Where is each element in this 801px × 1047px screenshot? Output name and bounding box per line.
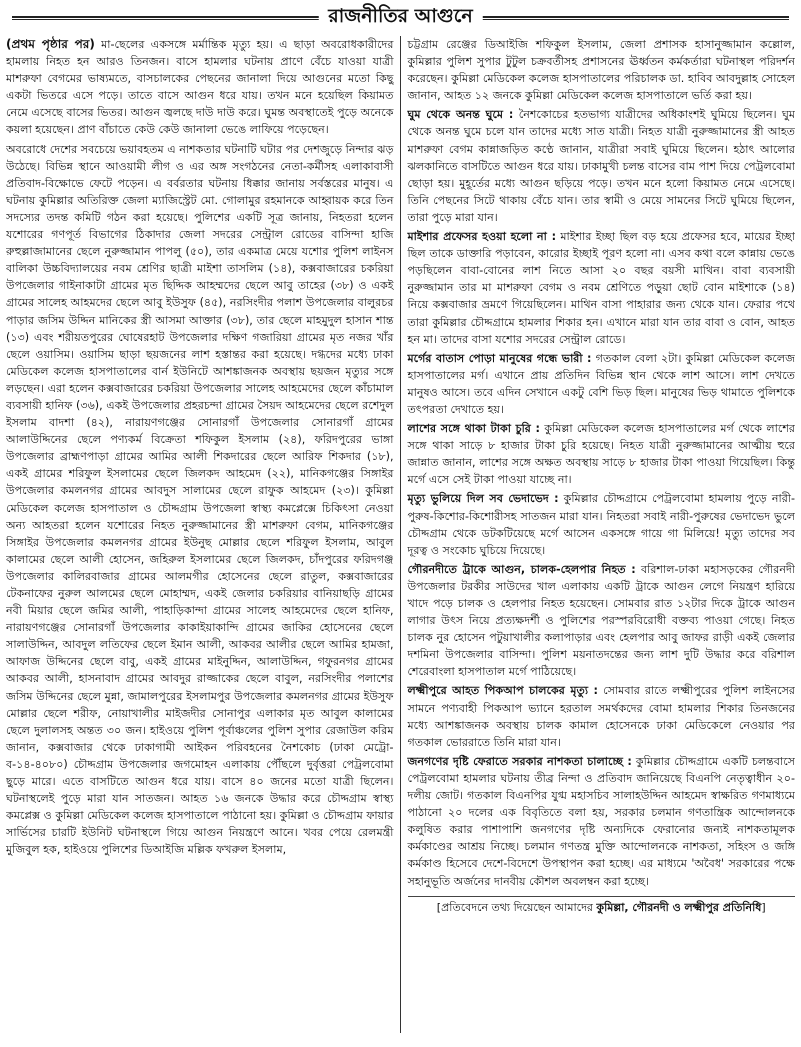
section-5 [408, 561, 796, 681]
section-1 [408, 228, 796, 348]
page-title: রাজনীতির আগুনে [318, 2, 482, 30]
left-column [6, 36, 401, 1033]
section-4-body: কুমিল্লার চৌদ্দগ্রামে পেট্রলবোমা হামলায় পুড়ে নারী-পুরুষ-কিশোর-কিশোরীসহ সাতজন মারা যান। নিহতরা সবাই নারী-পুরুষের ভেদাভেদ ভুলে চৌদ্দগ্রাম থেকে ডটকটিয়েছে মর্গে আসেন একসঙ্গে গায়ে গা মিলিয়ে! মৃত্যু তাদের সব দূরত্ব ও সংকোচ ঘুচিয়ে দিয়েছে। [407, 492, 795, 557]
section-0-head: ঘুম থেকে অনন্ত ঘুমে : [407, 108, 514, 122]
credit-prefix: [প্রতিবেদনে তথ্য দিয়েছেন আমাদের [436, 900, 597, 914]
section-1-head: মাইশার প্রফেসর হওয়া হলো না : [407, 230, 557, 244]
section-3 [408, 420, 796, 488]
section-3-body: কুমিল্লা মেডিকেল কলেজ হাসপাতালের মর্গ থেকে লাশের সঙ্গে থাকা সাড়ে ৮ হাজার টাকা চুরি হয়েছে। নিহত যাত্রী নুরুজ্জামানের আত্মীয় হুরে জান্নাত জানান, লাশের সঙ্গে অক্ষত অবস্থায় সাড়ে ৮ হাজার টাকা পাওয়া গিয়েছিল। কিন্তু মর্গে এসে সেই টাকা পাওয়া যাচ্ছে না। [407, 422, 795, 487]
left-para-0-text: মা-ছেলের একসঙ্গে মর্মান্তিক মৃত্যু হয়। এ ছাড়া অবরোধকারীদের হামলায় নিহত হন আরও তিনজন। বাসে হামলার ঘটনায় প্রাণে বেঁচে যাওয়া যাত্রী মাশরুফা বেগমের ভাষ্যমতে, বাসচালকের পেছনের জানালা দিয়ে আগুনের মতো কিছু একটা ভিতরে এসে পড়ে। তাতে বাসে আগুন ধরে যায়। তখন মনে হয়েছিল কিয়ামত নেমে এসেছে বাসের ভিতর। আগুন জ্বলছে দাউ দাউ করে। ঘুমন্ত অবস্থাতেই পুড়ে অনেকে কয়লা হয়েছেন। প্রাণ বাঁচাতে কেউ কেউ জানালা ভেঙে লাফিয়ে পড়েছেন। [6, 38, 394, 137]
section-6-body: সোমবার রাতে লক্ষ্মীপুরের পুলিশ লাইনসের সামনে পণ্যবাহী পিকআপ ভ্যানে হরতাল সমর্থকদের বোমা হামলার শিকার তিনজনের মধ্যে আশঙ্কাজনক অবস্থায় চালক কামাল হোসেনকে ঢাকা মেডিকেলে নেওয়ার পর গতকাল ভোররাতে তিনি মারা যান। [407, 684, 795, 749]
section-7-head: জনগণের দৃষ্টি ফেরাতে সরকার নাশকতা চালাচ্ছে : [407, 754, 632, 768]
section-2 [408, 350, 796, 418]
section-0 [408, 106, 796, 226]
section-5-head: গৌরনদীতে ট্রাকে আগুন, চালক-হেলপার নিহত : [407, 562, 636, 576]
section-4 [408, 490, 796, 558]
section-6 [408, 682, 796, 750]
right-column [401, 36, 796, 1033]
section-2-body: গতকাল বেলা ২টা। কুমিল্লা মেডিকেল কলেজ হাসপাতালের মর্গ। এখানে প্রায় প্রতিদিন বিভিন্ন স্থান থেকে লাশ আসে। লাশ দেখতে মানুষও আসে। তবে এদিন সেখানে একটু বেশি ভিড় ছিল। মানুষের ভিড় থামাতে পুলিশকে তৎপরতা দেখাতে হয়। [407, 351, 795, 416]
section-7-body: কুমিল্লার চৌদ্দগ্রামে একটি চলন্তবাসে পেট্রলবোমা হামলার ঘটনায় তীব্র নিন্দা ও প্রতিবাদ জানিয়েছে বিএনপি নেতৃত্বাধীন ২০-দলীয় জোট। গতকাল বিএনপির যুগ্ম মহাসচিব সালাহউদ্দিন আহমেদ স্বাক্ষরিত গণমাধ্যমে পাঠানো ২০ দলের এক বিবৃতিতে বলা হয়, সরকার চলমান গণতান্ত্রিক আন্দোলনকে কলুষিত করার পাশাপাশি জনগণের দৃষ্টি অন্যদিকে ফেরানোর জন্যই নাশকতামূলক কর্মকাণ্ডের আশ্রয় নিচ্ছে। চলমান গণতন্ত্র মুক্তি আন্দোলনকে নাশকতা, সহিংস ও জঙ্গি কর্মকাণ্ড হিসেবে দেশে-বিদেশে উপস্থাপন করা হচ্ছে। এর মাধ্যমে 'অবৈধ' সরকারের পক্ষে সহানুভূতি অর্জনের দানবীয় কৌশল অবলম্বন করা হচ্ছে। [407, 754, 795, 888]
section-2-head: মর্গের বাতাস পোড়া মানুষের গন্ধে ভারী : [407, 351, 592, 365]
credit-names: কুমিল্লা, গৌরনদী ও লক্ষ্মীপুর প্রতিনিধি [596, 900, 762, 914]
section-0-body: নৈশকোচের হতভাগ্য যাত্রীদের অধিকাংশই ঘুমিয়ে ছিলেন। ঘুম থেকে অনন্ত ঘুমে চলে যান তাদের মধ্যে সাত যাত্রী। নিহত যাত্রী নুরুজ্জামানের স্ত্রী আহত মাশরুফা বেগম কান্নাজড়িত কণ্ঠে জানান, যাত্রীরা সবাই ঘুমিয়ে ছিলেন। হঠাৎ আলোর ঝলকানিতে বাসটিতে আগুন ধরে যায়। ঢাকামুখী চলন্ত বাসের বাম পাশ দিয়ে পেট্রলবোমা ছোড়া হয়। মুহূর্তের মধ্যে আগুন ছড়িয়ে পড়ে। তখন মনে হলো কিয়ামত নেমে এসেছে। তিনি পেছনের সিটে থাকায় বেঁচে যান। তার স্বামী ও মেয়ে সামনের সিটে ঘুমিয়ে ছিলেন, তারা পুড়ে মারা যান। [407, 108, 795, 224]
credit-suffix: ] [761, 900, 766, 914]
section-3-head: লাশের সঙ্গে থাকা টাকা চুরি : [407, 422, 540, 436]
continuation-label: (প্রথম পৃষ্ঠার পর) [6, 37, 95, 51]
article-columns [6, 36, 795, 1033]
section-7 [408, 753, 796, 890]
section-5-body: বরিশাল-ঢাকা মহাসড়কের গৌরনদী উপজেলার টরকীর সাউদের খাল এলাকায় একটি ট্রাকে আগুন লেগে নিয়ন্ত্রণ হারিয়ে খাদে পড়ে চালক ও হেলপার নিহত হয়েছেন। সোমবার রাত ১২টার দিকে ট্রাকে আগুন লাগার উৎস নিয়ে প্রত্যক্ষদর্শী ও পুলিশের পরস্পরবিরোধী বক্তব্য পাওয়া গেছে। নিহত চালক নুর হোসেন পটুয়াখালীর কলাপাড়ার এবং হেলপার আবু জাফর রাড়ী একই জেলার দশমিনা উপজেলার বাসিন্দা। পুলিশ ময়নাতদন্তের জন্য লাশ দুটি উদ্ধার করে বরিশাল শেরেবাংলা হাসপাতাল মর্গে পাঠিয়েছে। [407, 562, 795, 679]
left-para-0 [6, 36, 394, 139]
section-header [6, 0, 795, 34]
section-4-head: মৃত্যু ভুলিয়ে দিল সব ভেদাভেদ : [407, 492, 559, 506]
right-intro: চট্টগ্রাম রেঞ্জের ডিআইজি শফিকুল ইসলাম, জেলা প্রশাসক হাসানুজ্জামান কল্লোল, কুমিল্লার পুলিশ সুপার টুটুল চক্রবর্তীসহ প্রশাসনের ঊর্ধ্বতন কর্মকর্তারা ঘটনাস্থল পরিদর্শন করেছেন। কুমিল্লা মেডিকেল কলেজ হাসপাতালের পরিচালক ডা. হাবিব আবদুল্লাহ সোহেল জানান, আহত ১২ জনকে কুমিল্লা মেডিকেল কলেজ হাসপাতালে ভর্তি করা হয়। [407, 38, 795, 103]
section-6-head: লক্ষ্মীপুরে আহত পিকআপ চালকের মৃত্যু : [407, 684, 598, 698]
reporter-credit [408, 896, 796, 915]
left-para-1: অবরোধে দেশের সবচেয়ে ভয়াবহতম এ নাশকতার ঘটনাটি ঘটার পর দেশজুড়ে নিন্দার ঝড় উঠেছে। বিভিন্ন স্থানে আওয়ামী লীগ ও এর অঙ্গ সংগঠনের নেতা-কর্মীসহ এলাকাবাসী প্রতিবাদ-বিক্ষোভে ফেটে পড়েন। এ বর্বরতার ঘটনায় ধিক্কার জানায় সর্বস্তরের মানুষ। এ ঘটনায় কুমিল্লার অতিরিক্ত জেলা ম্যাজিস্ট্রেট মো. গোলামুর রহমানকে আহ্বায়ক করে তিন সদস্যের তদন্ত কমিটি গঠন করা হয়েছে। পুলিশের একটি সূত্র জানায়, নিহতরা হলেন যশোরের গণপূর্ত বিভাগের ঠিকাদার জেলা সদরের সেন্ট্রাল রোডের বাসিন্দা হাজি রুহুল্লাজামানের ছেলে নুরুজ্জামান পাপলু (৫০), তার একমাত্র মেয়ে যশোর পুলিশ লাইনস বালিকা উচ্চবিদ্যালয়ের নবম শ্রেণির ছাত্রী মাইশা তাসলিম (১৪), কক্সবাজারের চকরিয়া উপজেলার গাইনাকাটা গ্রামের মৃত ছিদ্দিক আহম্মদের ছেলে আবু তাহের (৩৮) ও একই গ্রামের সালেহ আহমদের ছেলে আবু ইউসুফ (৪৫), নরসিংদীর পলাশ উপজেলার বালুরচর পাড়ার জসিম উদ্দিন মানিকের স্ত্রী আসমা আক্তার (৩৮), তার ছেলে মাহমুদুল হাসান শান্ত (১৩) এবং শরীয়তপুরের ঘোষেরহাট উপজেলার দক্ষিণ গজারিয়া গ্রামের মৃত নজর খাঁর ছেলে ওয়াসিম। ওয়াসিম ছাড়া ছয়জনের লাশ হস্তান্তর করা হয়েছে। দগ্ধদের মধ্যে ঢাকা মেডিকেল কলেজ হাসপাতালের বার্ন ইউনিটে আশঙ্কাজনক অবস্থায় ছয়জন মৃত্যুর সঙ্গে লড়ছেন। এরা হলেন কক্সবাজারের চকরিয়া উপজেলার সালেহ আহমেদের ছেলে কাঁচামাল ব্যবসায়ী হানিফ (৩৬), একই উপজেলার প্রহরচন্দা গ্রামের সৈয়দ আহমেদের ছেলে রশেদুল ইসলাম বাদশা (৪২), নারায়ণগঞ্জের সোনারগাঁ উপজেলার সোনারগাঁ গ্রামের আলাউদ্দিনের ছেলে পণ্যকর্ম বিক্রেতা শফিকুল ইসলাম (২৪), ফরিদপুরের ভাঙ্গা উপজেলার ব্রাহ্মণপাড়া গ্রামের আমির আলী শিকদারের ছেলে আরিফ শিকদার (১৮), একই গ্রামের শরিফুল ইসলামের ছেলে জিলকদ আহমেদ (২২), মানিকগঞ্জের সিঙ্গাইর উপজেলার কমলনগর গ্রামের আবদুস সালামের ছেলে রাফুক আহমেদ (২৩)। কুমিল্লা মেডিকেল কলেজ হাসপাতাল ও চৌদ্দগ্রাম উপজেলা স্বাস্থ্য কমপ্লেক্সে চিকিৎসা নেওয়া অন্য আহতরা হলেন যশোরের নিহত নুরুজ্জামানের স্ত্রী মাশরুফা বেগম, মানিকগঞ্জের সিঙ্গাইর উপজেলার কমলনগর গ্রামের ইউনুছ মোল্লার ছেলে শরিফুল ইসলাম, আবুল কালামের ছেলে আলী হোসেন, জহিরুল ইসলামের ছেলে জিলকদ, চাঁদপুরের ফরিদগঞ্জ উপজেলার কালিরবাজার গ্রামের আলমগীর হোসেনের ছেলে রাতুল, কক্সবাজারের টেকনাফের নুরুল আলমের ছেলে মোহাম্মদ, একই জেলার চকরিয়ার বানিয়াছড়ি গ্রামের নবী মিয়ার ছেলে জমির আলী, পাহাড়িকান্দা গ্রামের সালেহ আহমেদের ছেলে হানিফ, নারায়ণগঞ্জের সোনারগাঁ উপজেলার কাকাইয়াকান্দি গ্রামের জাকির হোসেনের ছেলে সালাউদ্দিন, আবদুল লতিফের ছেলে ইমান আলী, আকবর আলীর ছেলে আমির হামজা, আফাজ উদ্দিনের ছেলে বাবু, একই গ্রামের মাইনুদ্দিন, আলাউদ্দিন, গফুরনগর গ্রামের আকবর আলী, হাসনাবাদ গ্রামের আবদুর রাজ্জাকের ছেলে বাবুল, নরসিংদীর পলাশের জসিম উদ্দিনের ছেলে মুন্না, জামালপুরের ইসলামপুর উপজেলার কমলনগর গ্রামের ইউসুফ মোল্লার ছেলে শরীফ, নোয়াখালীর মাইজদীর সোনাপুর এলাকার মৃত আবুল কালামের ছেলে দুলালসহ অন্তত ৩০ জন। হাইওয়ে পুলিশ পূর্বাঞ্চলের পুলিশ সুপার রেজাউল করিম জানান, কক্সবাজার থেকে ঢাকাগামী আইকন পরিবহনের নৈশকোচ (ঢাকা মেট্রো-ব-১৪-৪০৮০) চৌদ্দগ্রাম উপজেলার জগমোহন এলাকায় পৌঁছলে দুর্বৃত্তরা পেট্রলবোমা ছুড়ে মারে। এতে বাসটিতে আগুন ধরে যায়। বাসে ৪০ জনের মতো যাত্রী ছিলেন। ঘটনাস্থলেই পুড়ে মারা যান সাতজন। আহত ১৬ জনকে উদ্ধার করে চৌদ্দগ্রাম স্বাস্থ্য কমপ্লেক্স ও কুমিল্লা মেডিকেল কলেজ হাসপাতালে পাঠানো হয়। কুমিল্লা ও চৌদ্দগ্রাম ফায়ার সার্ভিসের চারটি ইউনিট ঘটনাস্থলে গিয়ে আগুন নিয়ন্ত্রণে আনে। খবর পেয়ে রেলমন্ত্রী মুজিবুল হক, হাইওয়ে পুলিশের ডিআইজি মল্লিক ফখরুল ইসলাম, [6, 142, 394, 857]
section-1-body: মাইশার ইচ্ছা ছিল বড় হয়ে প্রফেসর হবে, মায়ের ইচ্ছা ছিল তাকে ডাক্তারি পড়াবেন, কারোর ইচ্ছাই পূরণ হলো না। এসব কথা বলে কান্নায় ভেঙে পড়ছিলেন বাবা-বোনের লাশ নিতে আসা ২০ বছর বয়সী মাথিন। বাবা ব্যবসায়ী নুরুজ্জামান তার মা মাশরুফা বেগম ও নবম শ্রেণিতে পড়ুয়া ছোট বোন মাইশাকে (১৪) নিয়ে কক্সবাজার ভ্রমণে গিয়েছিলেন। মাথিন বাসা পাহারার জন্য থেকে যান। ফেরার পথে তারা কুমিল্লার চৌদ্দগ্রামে হামলার শিকার হন। এখানে মারা যান তার বাবা ও বোন, আহত হন মা। তাদের বাসা যশোর সদরের সেন্ট্রাল রোডে। [407, 230, 795, 346]
